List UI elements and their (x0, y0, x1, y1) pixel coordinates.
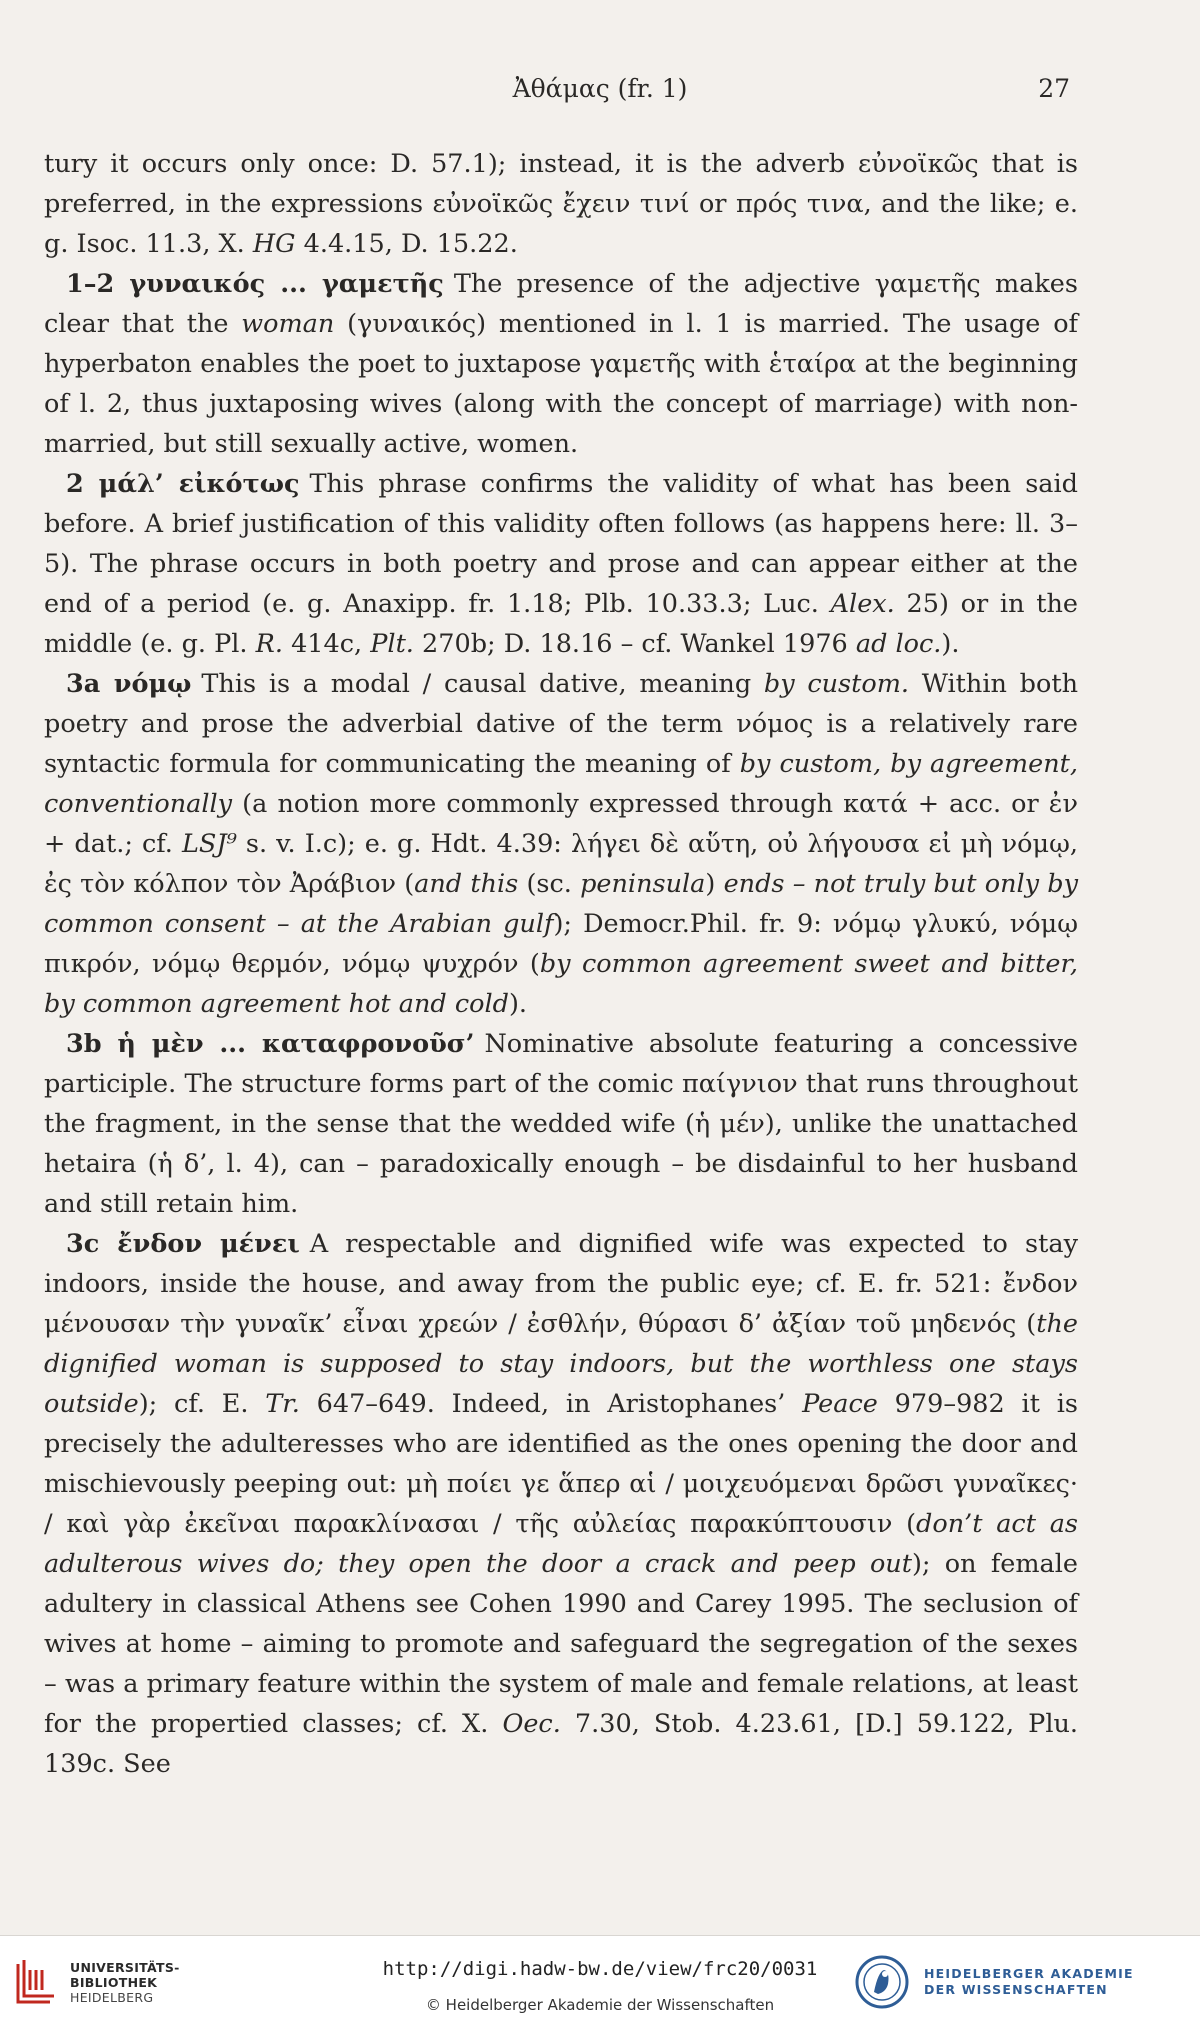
lemma: 3c ἔνδον μένει (66, 1229, 300, 1259)
text-run: This phrase confirms the validity of what has been said before. A brief justification of this validity often follows (as happens here: ll. 3–5). The phrase occurs in both poetry and prose and can appear either at the end of a period (e. g. Anaxipp. fr. 1.18; Plb. 10.33.3; Luc. (44, 469, 1078, 619)
lemma: 1–2 γυναικός ... γαμετῆς (66, 269, 444, 299)
lemma: 3a νόμῳ (66, 669, 192, 699)
copyright-notice: © Heidelberger Akademie der Wissenschaften (425, 1996, 775, 2014)
text-run: ); on female adultery in classical Athens see Cohen 1990 and Carey 1995. The seclusion of wives at home – aiming to promote and safeguard the segregation of the sexes – was a primary feature within the system of male and female relations, at least for the propertied classes; cf. X. (44, 1549, 1078, 1739)
running-title: Ἀθάμας (fr. 1) (512, 74, 688, 103)
italic-text: Alex. (830, 589, 895, 619)
running-head (0, 68, 1200, 108)
commentary-text (44, 144, 1078, 1784)
commentary-entry (44, 264, 1078, 464)
text-run: ). (941, 629, 960, 659)
text-run: 270b; D. 18.16 – cf. Wankel 1976 (413, 629, 856, 659)
italic-text: LSJ⁹ (181, 829, 237, 859)
library-line-3: HEIDELBERG (70, 1990, 154, 2005)
text-run: A respectable and dignified wife was expected to stay indoors, inside the house, and away from the public eye; cf. E. fr. 521: ἔνδον μένουσαν τὴν γυναῖκ’ εἶναι χρεών / ἐσθλήν, θύρασι δ’ ἀξίαν τοῦ μηδενός ( (44, 1229, 1078, 1339)
library-line-2: BIBLIOTHEK (70, 1975, 158, 1990)
text-run: (sc. (518, 869, 581, 899)
text-run: ); cf. E. (138, 1389, 266, 1419)
academy-seal-icon (854, 1954, 910, 2010)
commentary-entry (44, 664, 1078, 1024)
text-run: 25) or in the middle (e. g. Pl. (44, 589, 1078, 659)
commentary-entry (44, 1024, 1078, 1224)
italic-text: Oec. (502, 1709, 561, 1739)
italic-text: HG (252, 229, 296, 259)
viewer-footer (0, 1935, 1200, 2030)
page-number: 27 (1038, 74, 1070, 103)
italic-text: and this (414, 869, 519, 899)
italic-text: by common agreement sweet and bitter, by common agreement hot and cold (44, 949, 1078, 1019)
text-run: 7.30, Stob. 4.23.61, [D.] 59.122, Plu. 139c. See (44, 1709, 1078, 1779)
text-run: Nominative absolute featuring a concessive participle. The structure forms part of the comic παίγνιον that runs throughout the fragment, in the sense that the wedded wife (ἡ μέν), unlike the unattached hetaira (ἡ δ’, l. 4), can – paradoxically enough – be disdainful to her husband and still retain him. (44, 1029, 1078, 1219)
italic-text: ends – not truly but only by common consent – at the Arabian gulf (44, 869, 1079, 939)
italic-text: Plt. (370, 629, 414, 659)
italic-text: peninsula (580, 869, 706, 899)
library-line-1: UNIVERSITÄTS- (70, 1960, 180, 1975)
italic-text: by custom, by agreement, conventionally (44, 749, 1078, 819)
italic-text: Tr. (265, 1389, 300, 1419)
text-run: 979–982 it is precisely the adulteresses who are identified as the ones opening the door and mischievously peeping out: μὴ ποίει γε ἅπερ αἱ / μοιχευόμεναι δρῶσι γυναῖκες· / καὶ γὰρ ἐκεῖναι παρακλίνασαι / τῆς αὐλείας παρακύπτουσιν ( (44, 1389, 1078, 1539)
text-run: Within both poetry and prose the adverbial dative of the term νόμος is a relatively rare syntactic formula for communicating the meaning of (44, 669, 1078, 779)
text-run: s. v. I.c); e. g. Hdt. 4.39: λήγει δὲ αὕτη, οὐ λήγουσα εἰ μὴ νόμῳ, ἐς τὸν κόλπον τὸν Ἀράβιον ( (44, 829, 1078, 899)
commentary-entry (44, 464, 1078, 664)
text-run: ) (705, 869, 724, 899)
text-run: tury it occurs only once: D. 57.1); instead, it is the adverb εὐνοϊκῶς that is preferred, in the expressions εὐνοϊκῶς ἔχειν τινί or πρός τινα, and the like; e. g. Isoc. 11.3, X. (44, 149, 1078, 259)
text-run: ). (508, 989, 528, 1019)
text-run: 647–649. Indeed, in Aristophanes’ (299, 1389, 803, 1419)
academy-logo[interactable] (854, 1954, 1164, 2014)
italic-text: Peace (802, 1389, 878, 1419)
text-run: The presence of the adjective γαμετῆς makes clear that the (44, 269, 1078, 339)
italic-text: the dignified woman is supposed to stay indoors, but the worthless one stays outside (44, 1309, 1078, 1419)
italic-text: ad loc. (855, 629, 942, 659)
text-run: 414c, (282, 629, 371, 659)
academy-line-1: HEIDELBERGER AKADEMIE (924, 1966, 1134, 1981)
lemma: 3b ἡ μὲν ... καταφρονοῦσ’ (66, 1029, 475, 1059)
lemma: 2 μάλ’ εἰκότως (66, 469, 300, 499)
academy-name (924, 1966, 1134, 1998)
text-run: (a notion more commonly expressed through κατά + acc. or ἐν + dat.; cf. (44, 789, 1078, 859)
text-run: 4.4.15, D. 15.22. (295, 229, 518, 259)
italic-text: don’t act as adulterous wives do; they open the door a crack and peep out (44, 1509, 1078, 1579)
text-run: This is a modal / causal dative, meaning (201, 669, 764, 699)
italic-text: R. (255, 629, 283, 659)
permalink-url[interactable]: http://digi.hadw-bw.de/view/frc20/0031 (382, 1958, 818, 1980)
commentary-entry (44, 1224, 1078, 1784)
italic-text: woman (241, 309, 335, 339)
italic-text: by custom. (763, 669, 910, 699)
text-run: (γυναικός) mentioned in l. 1 is married. The usage of hyperbaton enables the poet to juxtapose γαμετῆς with ἑταίρα at the beginning of l. 2, thus juxtaposing wives (along with the concept of marriage) with non-married, but still sexually active, women. (44, 309, 1078, 459)
continued-paragraph (44, 144, 1078, 264)
text-run: ); Democr.Phil. fr. 9: νόμῳ γλυκύ, νόμῳ πικρόν, νόμῳ θερμόν, νόμῳ ψυχρόν ( (44, 909, 1078, 979)
academy-line-2: DER WISSENSCHAFTEN (924, 1982, 1108, 1997)
